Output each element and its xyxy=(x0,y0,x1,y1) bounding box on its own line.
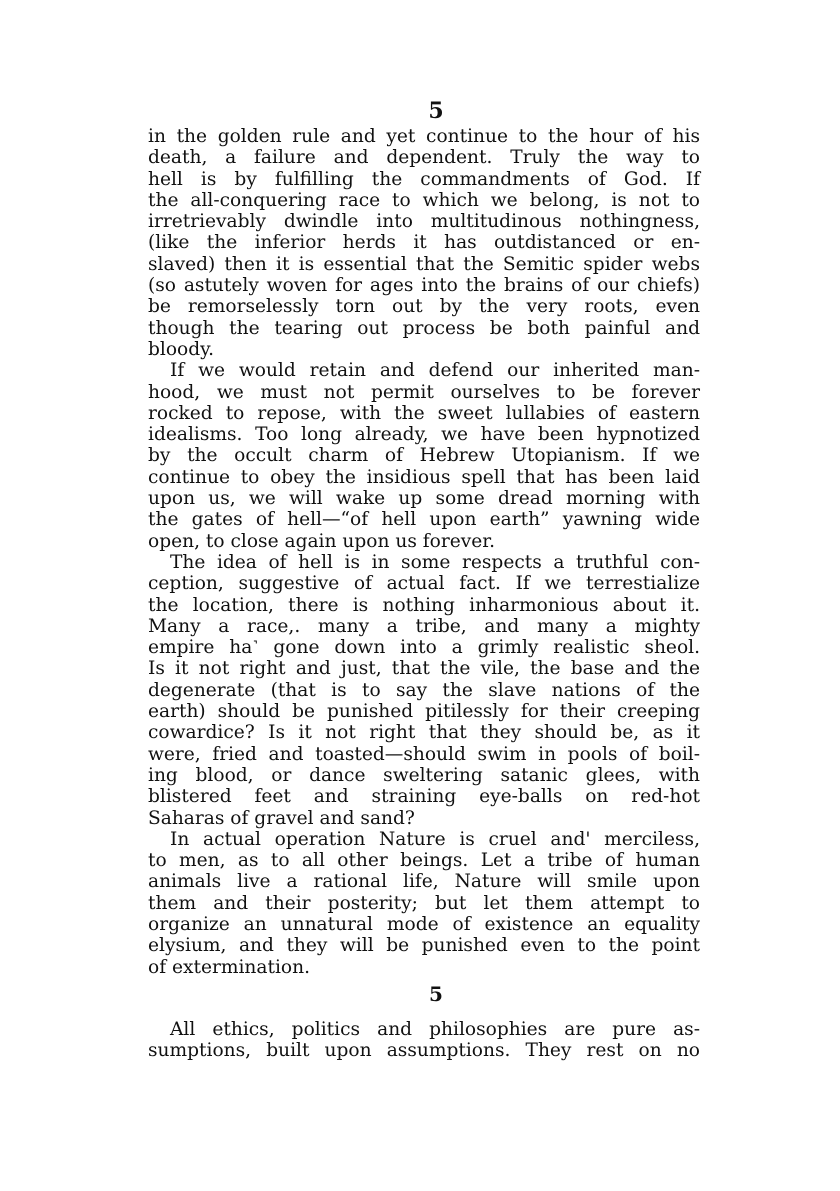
text-line: Many a race,. many a tribe, and many a mighty xyxy=(148,615,700,637)
text-line: hell is by fulfilling the commandments of God. If xyxy=(148,168,700,190)
text-line: upon us, we will wake up some dread morning with xyxy=(148,488,700,510)
text-line: (so astutely woven for ages into the brains of our chiefs) xyxy=(148,275,700,297)
text-line: continue to obey the insidious spell that has been laid xyxy=(148,466,700,488)
paragraph-3 xyxy=(148,552,700,829)
book-page xyxy=(148,96,700,1061)
text-line: degenerate (that is to say the slave nations of the xyxy=(148,679,700,701)
paragraph-1 xyxy=(148,126,700,360)
text-line: animals live a rational life, Nature will smile upon xyxy=(148,871,700,893)
text-line: If we would retain and defend our inherited man- xyxy=(170,360,700,382)
text-line: empire ha˺ gone down into a grimly realistic sheol. xyxy=(148,637,700,659)
page-number: 5 xyxy=(428,98,444,124)
text-line: (like the inferior herds it has outdistanced or en- xyxy=(148,232,700,254)
text-line: in the golden rule and yet continue to the hour of his xyxy=(148,126,700,147)
text-line: by the occult charm of Hebrew Utopianism. If we xyxy=(148,445,700,467)
text-line: bloody. xyxy=(148,338,215,360)
text-line: were, fried and toasted—should swim in pools of boil- xyxy=(148,743,700,765)
text-line: the location, there is nothing inharmonious about it. xyxy=(148,594,700,616)
paragraph-4 xyxy=(148,829,700,978)
text-line: idealisms. Too long already, we have been hypnotized xyxy=(148,424,700,446)
text-line: open, to close again upon us forever. xyxy=(148,530,496,552)
text-line: though the tearing out process be both painful and xyxy=(148,317,700,339)
text-line: sumptions, built upon assumptions. They rest on no xyxy=(148,1040,700,1062)
text-line: irretrievably dwindle into multitudinous nothingness, xyxy=(148,211,700,233)
text-line: elysium, and they will be punished even to the point xyxy=(148,935,700,957)
text-line: cowardice? Is it not right that they should be, as it xyxy=(148,722,700,744)
text-line: hood, we must not permit ourselves to be forever xyxy=(148,381,700,403)
text-line: All ethics, politics and philosophies are pure as- xyxy=(170,1018,700,1040)
text-line: slaved) then it is essential that the Semitic spider webs xyxy=(148,253,700,275)
text-line: ception, suggestive of actual fact. If we terrestialize xyxy=(148,573,700,595)
text-line: death, a failure and dependent. Truly the way to xyxy=(148,147,700,169)
text-line: blistered feet and straining eye-balls on red-hot xyxy=(148,786,700,808)
text-line: Is it not right and just, that the vile, the base and the xyxy=(148,658,700,680)
paragraph-2 xyxy=(148,360,700,552)
text-line: rocked to repose, with the sweet lullabies of eastern xyxy=(148,402,700,424)
text-line: The idea of hell is in some respects a truthful con- xyxy=(170,551,700,573)
text-line: be remorselessly torn out by the very roots, even xyxy=(148,296,700,318)
text-line: Saharas of gravel and sand? xyxy=(148,807,415,829)
text-line: the gates of hell—“of hell upon earth” yawning wide xyxy=(148,509,700,531)
text-line: the all-conquering race to which we belong, is not to xyxy=(148,189,700,211)
text-line: them and their posterity; but let them attempt to xyxy=(148,892,700,914)
text-line: ing blood, or dance sweltering satanic glees, with xyxy=(148,764,700,786)
text-line: In actual operation Nature is cruel and' merciless, xyxy=(170,828,700,850)
section-number: 5 xyxy=(429,981,443,1006)
text-line: earth) should be punished pitilessly for their creeping xyxy=(148,701,700,723)
text-line: organize an unnatural mode of existence an equality xyxy=(148,913,700,935)
paragraph-5 xyxy=(148,1019,700,1062)
text-line: of extermination. xyxy=(148,956,310,978)
text-line: to men, as to all other beings. Let a tribe of human xyxy=(148,850,700,872)
